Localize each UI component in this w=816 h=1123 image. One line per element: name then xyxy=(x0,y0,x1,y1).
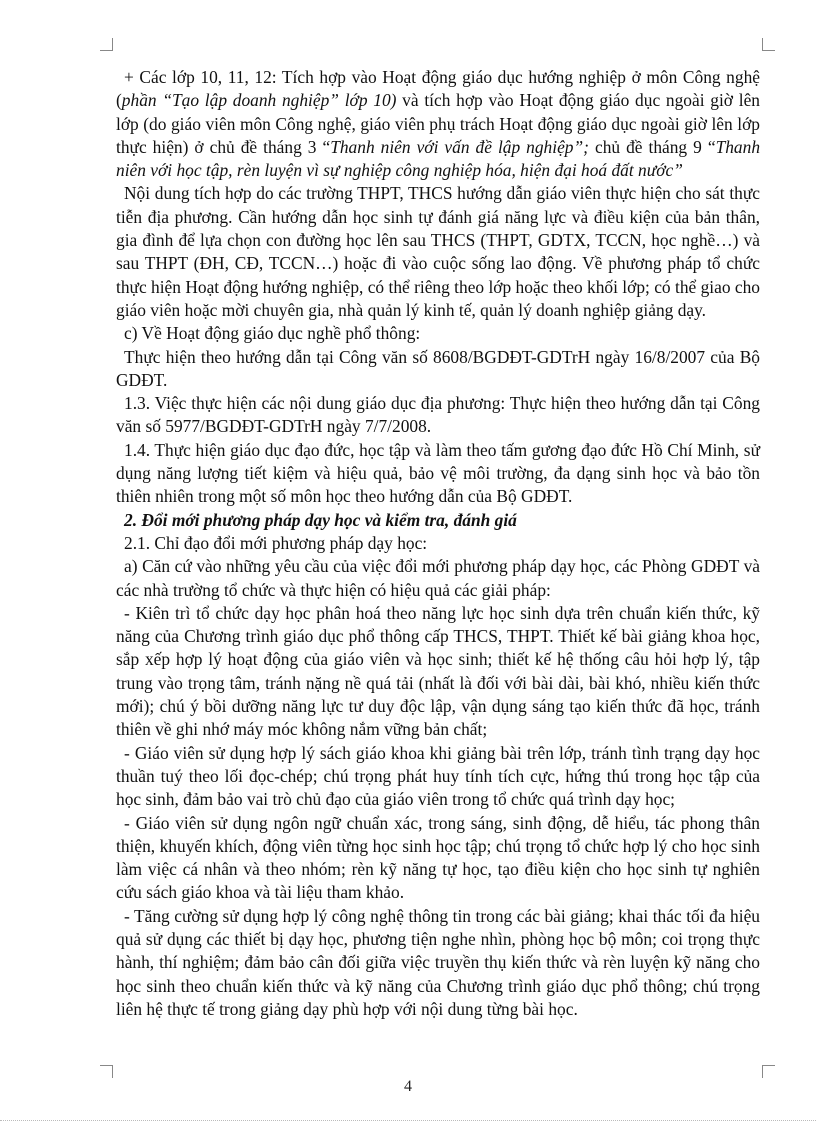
paragraph-integration-content: Nội dung tích hợp do các trường THPT, THCS hướng dẫn giáo viên thực hiện cho sát thực tiễn địa phương. Cần hướng dẫn học sinh tự đánh giá năng lực và điều kiện của bản thân, gia đình để lựa chọn con đường học lên sau THCS (THPT, GDTX, TCCN, học nghề…) và sau THPT (ĐH, CĐ, TCCN…) hoặc đi vào cuộc sống lao động. Về phương pháp tổ chức thực hiện Hoạt động hướng nghiệp, có thể riêng theo lớp hoặc theo khối lớp; có thể giao cho giáo viên hoặc mời chuyên gia, nhà quản lý kinh tế, quản lý doanh nghiệp giảng dạy. xyxy=(116,183,760,320)
paragraph-section-1-3: 1.3. Việc thực hiện các nội dung giáo dục địa phương: Thực hiện theo hướng dẫn tại Công văn số 5977/BGDĐT-GDTrH ngày 7/7/2008. xyxy=(116,393,760,437)
page-number: 4 xyxy=(404,1078,412,1095)
crop-mark-bottom-left xyxy=(100,1065,113,1078)
paragraph-section-2-1: 2.1. Chỉ đạo đổi mới phương pháp dạy học: xyxy=(124,532,428,553)
italic-run: phần “Tạo lập doanh nghiệp” lớp 10) xyxy=(121,90,397,111)
italic-run: Thanh niên với vấn đề lập nghiệp”; xyxy=(330,136,589,157)
paragraph-grades-10-12 xyxy=(116,66,760,182)
text-run: và tích hợp vào Hoạt động giáo dục ngoài giờ lên lớp (do giáo viên môn Công nghệ, giáo viên phụ trách Hoạt động giáo dục ngoài giờ lên lớp thực hiện) ở chủ đề tháng 3 “ xyxy=(116,90,760,157)
page-edge-divider xyxy=(0,1120,816,1121)
paragraph-section-1-4: 1.4. Thực hiện giáo dục đạo đức, học tập và làm theo tấm gương đạo đức Hồ Chí Minh, sử dụng năng lượng tiết kiệm và hiệu quả, bảo vệ môi trường, đa dạng sinh học và bảo tồn thiên nhiên trong một số môn học theo hướng dẫn của Bộ GDĐT. xyxy=(116,439,760,507)
bullet-teacher-language: - Giáo viên sử dụng ngôn ngữ chuẩn xác, trong sáng, sinh động, dễ hiểu, tác phong thân thiện, khuyến khích, động viên từng học sinh học tập; chú trọng tổ chức hợp lý cho học sinh làm việc cá nhân và theo nhóm; rèn kỹ năng tự học, tạo điều kiện cho học sinh tự nghiên cứu sách giáo khoa và tài liệu tham khảo. xyxy=(116,812,760,903)
paragraph-vocational-heading: c) Về Hoạt động giáo dục nghề phổ thông: xyxy=(124,323,421,344)
bullet-technology-use: - Tăng cường sử dụng hợp lý công nghệ thông tin trong các bài giảng; khai thác tối đa hiệu quả sử dụng các thiết bị dạy học, phương tiện nghe nhìn, phòng học bộ môn; coi trọng thực hành, thí nghiệm; đảm bảo cân đối giữa việc truyền thụ kiến thức và rèn luyện kỹ năng cho học sinh theo chuẩn kiến thức và kỹ năng của Chương trình giáo dục phổ thông; chú trọng liên hệ thực tế trong giảng dạy phù hợp với nội dung từng bài học. xyxy=(116,905,760,1019)
crop-mark-bottom-right xyxy=(762,1065,775,1078)
bullet-textbook-use: - Giáo viên sử dụng hợp lý sách giáo khoa khi giảng bài trên lớp, tránh tình trạng dạy học thuần tuý theo lối đọc-chép; chú trọng phát huy tính tích cực, hứng thú trong học tập của học sinh, đảm bảo vai trò chủ đạo của giáo viên trong tổ chức quá trình dạy học; xyxy=(116,742,760,810)
section-heading-2: 2. Đổi mới phương pháp dạy học và kiểm tra, đánh giá xyxy=(124,509,517,530)
text-run: chủ đề tháng 9 “ xyxy=(588,136,716,157)
document-body xyxy=(116,66,760,1021)
crop-mark-top-right xyxy=(762,38,775,51)
italic-run: Thanh niên với học tập, rèn luyện vì sự nghiệp công nghiệp hóa, hiện đại hoá đất nước” xyxy=(116,136,761,181)
paragraph-item-a: a) Căn cứ vào những yêu cầu của việc đổi mới phương pháp dạy học, các Phòng GDĐT và các nhà trường tổ chức và thực hiện có hiệu quả các giải pháp: xyxy=(116,556,760,600)
paragraph-vocational-guidance: Thực hiện theo hướng dẫn tại Công văn số 8608/BGDĐT-GDTrH ngày 16/8/2007 của Bộ GDĐT. xyxy=(116,346,760,390)
text-run: + Các lớp 10, 11, 12: Tích hợp vào Hoạt động giáo dục hướng nghiệp ở môn Công nghệ ( xyxy=(116,67,760,111)
bullet-differentiated-teaching: - Kiên trì tổ chức dạy học phân hoá theo năng lực học sinh dựa trên chuẩn kiến thức, kỹ năng của Chương trình giáo dục phổ thông cấp THCS, THPT. Thiết kế bài giảng khoa học, sắp xếp hợp lý hoạt động của giáo viên và học sinh; thiết kế hệ thống câu hỏi hợp lý, tập trung vào trọng tâm, tránh nặng nề quá tải (nhất là đối với bài dài, bài khó, nhiều kiến thức mới); chú ý bồi dưỡng năng lực tư duy độc lập, vận dụng sáng tạo kiến thức đã học, tránh thiên về ghi nhớ máy móc không nắm vững bản chất; xyxy=(116,602,760,740)
crop-mark-top-left xyxy=(100,38,113,51)
